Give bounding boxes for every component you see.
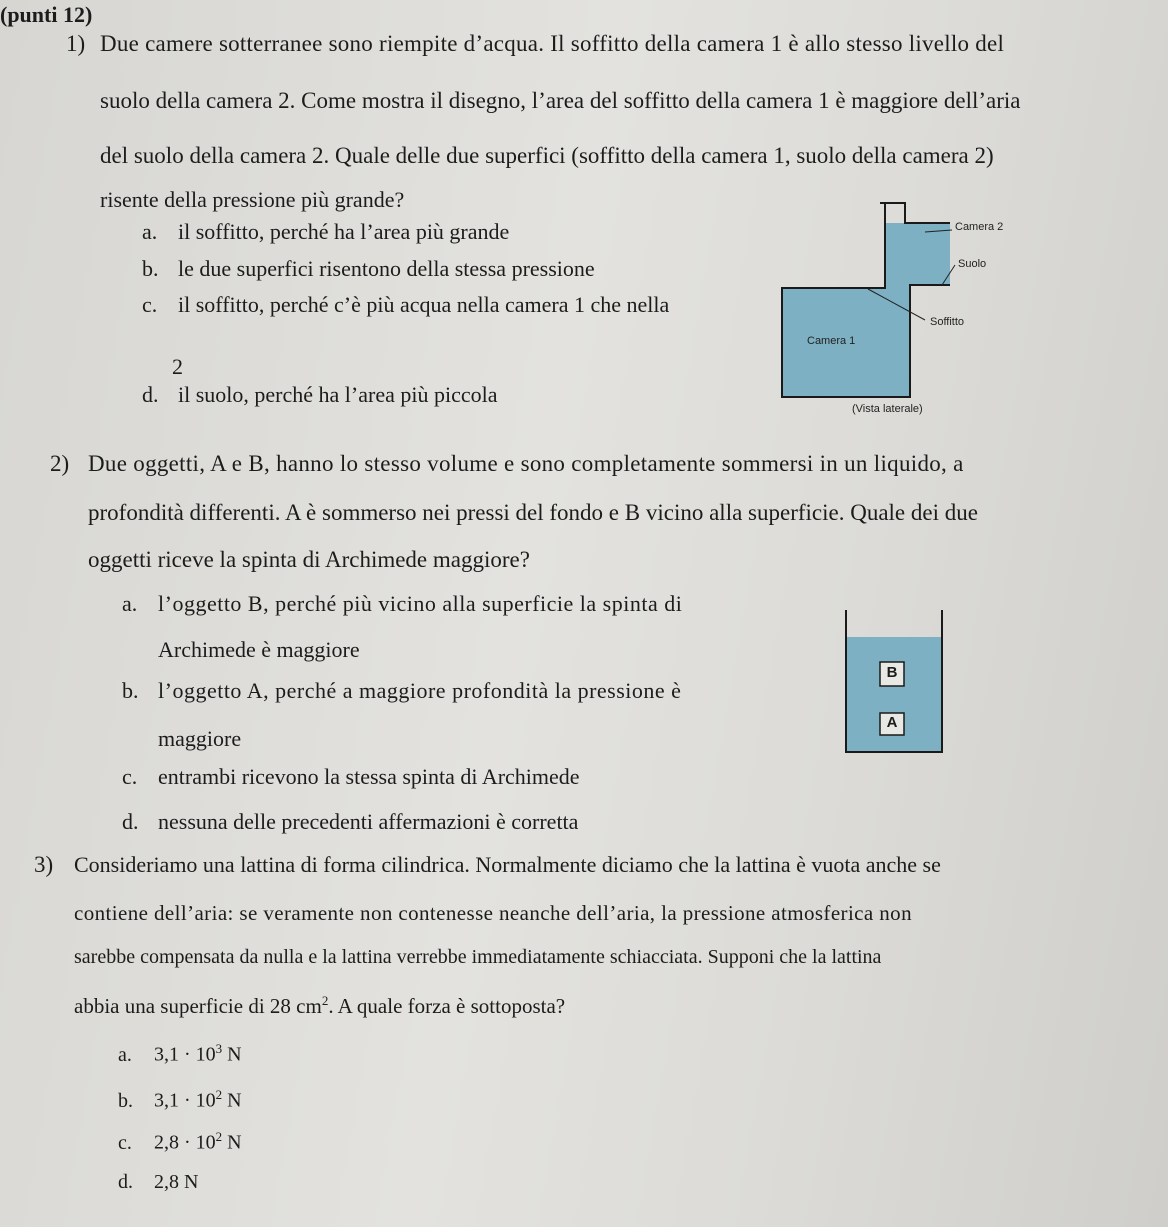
q1-option-a[interactable]: a. il soffitto, perché ha l’area più grande [142,219,510,244]
q1-line-2: suolo della camera 2. Come mostra il disegno, l’area del soffitto della camera 1 è maggiore dell’aria [100,88,1021,113]
label-soffitto: Soffitto [930,316,965,328]
q3-option-a[interactable]: a. $3,1 \cdot 10^3$ N [118,1041,242,1066]
q1-option-c[interactable]: c. il soffitto, perché c’è più acqua nella camera 1 che nella [142,292,670,317]
q1-number: 1) [66,31,86,56]
q2-number: 2) [50,451,70,476]
q2-option-a[interactable]: a. l’oggetto B, perché più vicino alla superficie la spinta di [122,591,683,616]
q1-line-1: Due camere sotterranee sono riempite d’acqua. Il soffitto della camera 1 è allo stesso livello del [100,31,1005,56]
q3-line-3: sarebbe compensata da nulla e la lattina verrebbe immediatamente schiacciata. Supponi che la lattina [74,946,882,968]
q3-line-4: abbia una superficie di 28 $cm^2$. A quale forza è sottoposta? [74,993,566,1018]
q3-option-b[interactable]: b. $3,1 \cdot 10^2$ N [118,1087,242,1112]
q1-option-c-cont: 2 [172,354,183,379]
q2-option-b-cont: maggiore [158,726,242,751]
q1-line-4: risente della pressione più grande? [100,187,405,212]
q3-number: 3) [34,852,54,877]
q3-line-1: Consideriamo una lattina di forma cilindrica. Normalmente diciamo che la lattina è vuota anche se [74,852,941,877]
q1-option-b[interactable]: b. le due superfici risentono della stessa pressione [142,256,595,281]
q2-option-c[interactable]: c. entrambi ricevono la stessa spinta di Archimede [122,764,580,789]
q3-option-d[interactable]: d. 2,8 N [118,1171,199,1193]
q3-option-c[interactable]: c. $2,8 \cdot 10^2$ N [118,1129,242,1154]
q3-line-2: contiene dell’aria: se veramente non contenesse neanche dell’aria, la pressione atmosferica non [74,901,912,925]
points-header: (punti 12) [0,2,93,27]
q2-option-b[interactable]: b. l’oggetto A, perché a maggiore profondità la pressione è [122,678,682,703]
object-a-label: A [886,714,898,731]
q2-line-3: oggetti riceve la spinta di Archimede maggiore? [88,547,530,572]
label-vista-laterale: (Vista laterale) [852,403,923,415]
label-suolo: Suolo [958,258,987,270]
label-camera2: Camera 2 [955,221,1004,233]
q2-option-d[interactable]: d. nessuna delle precedenti affermazioni è corretta [122,809,579,834]
q2-option-a-cont: Archimede è maggiore [158,637,360,662]
label-camera1: Camera 1 [807,335,856,347]
q1-line-3: del suolo della camera 2. Quale delle due superfici (soffitto della camera 1, suolo della camera 2) [100,143,994,168]
q1-option-d[interactable]: d. il suolo, perché ha l’area più piccola [142,382,498,407]
q2-line-2: profondità differenti. A è sommerso nei pressi del fondo e B vicino alla superficie. Quale dei due [88,500,978,525]
q2-line-1: Due oggetti, A e B, hanno lo stesso volume e sono completamente sommersi in un liquido, a [88,451,964,476]
object-b-label: B [886,664,898,681]
